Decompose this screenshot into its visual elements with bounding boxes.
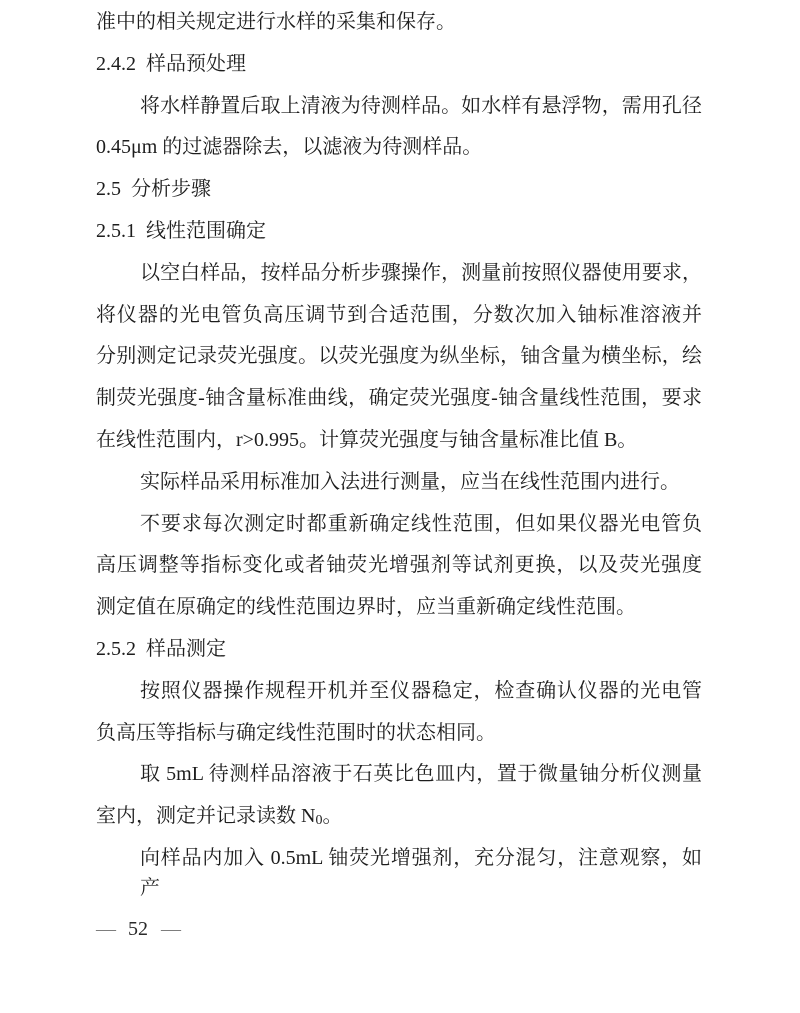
page-number-right-dash: —	[161, 918, 180, 940]
page-number-value: 52	[128, 918, 148, 940]
text-line: 准中的相关规定进行水样的采集和保存。	[96, 11, 456, 33]
text-line: 实际样品采用标准加入法进行测量，应当在线性范围内进行。	[140, 471, 680, 493]
text-line: 不要求每次测定时都重新确定线性范围，但如果仪器光电管负	[140, 513, 702, 535]
text-line-segment: 室内，测定并记录读数 N	[96, 805, 316, 827]
text-line: 0.45μm 的过滤器除去，以滤液为待测样品。	[96, 136, 483, 158]
text-line: 测定值在原确定的线性范围边界时，应当重新确定线性范围。	[96, 596, 636, 618]
page-number	[96, 916, 180, 942]
text-line: 取 5mL 待测样品溶液于石英比色皿内，置于微量铀分析仪测量	[140, 763, 702, 785]
text-line: 分别测定记录荧光强度。以荧光强度为纵坐标，铀含量为横坐标，绘	[96, 345, 702, 367]
text-line: 向样品内加入 0.5mL 铀荧光增强剂，充分混匀，注意观察，如产	[140, 847, 702, 899]
text-line-segment: 。	[322, 805, 343, 827]
subscript-zero: 0	[315, 813, 323, 828]
text-line: 负高压等指标与确定线性范围时的状态相同。	[96, 722, 496, 744]
text-line: 将水样静置后取上清液为待测样品。如水样有悬浮物，需用孔径	[140, 95, 702, 117]
text-line: 在线性范围内，r>0.995。计算荧光强度与铀含量标准比值 B。	[96, 429, 638, 451]
section-heading-2-5-1: 2.5.1 线性范围确定	[96, 220, 266, 242]
text-line: 按照仪器操作规程开机并至仪器稳定，检查确认仪器的光电管	[140, 680, 702, 702]
section-heading-2-5-2: 2.5.2 样品测定	[96, 638, 226, 660]
section-heading-2-4-2: 2.4.2 样品预处理	[96, 53, 246, 75]
text-line: 将仪器的光电管负高压调节到合适范围，分数次加入铀标准溶液并	[96, 304, 702, 326]
text-line	[96, 801, 702, 831]
text-line: 制荧光强度-铀含量标准曲线，确定荧光强度-铀含量线性范围，要求	[96, 387, 702, 409]
page-number-left-dash: —	[96, 918, 115, 940]
section-heading-2-5: 2.5 分析步骤	[96, 178, 211, 200]
text-line: 以空白样品，按样品分析步骤操作，测量前按照仪器使用要求，	[140, 262, 702, 284]
text-line: 高压调整等指标变化或者铀荧光增强剂等试剂更换，以及荧光强度	[96, 554, 702, 576]
